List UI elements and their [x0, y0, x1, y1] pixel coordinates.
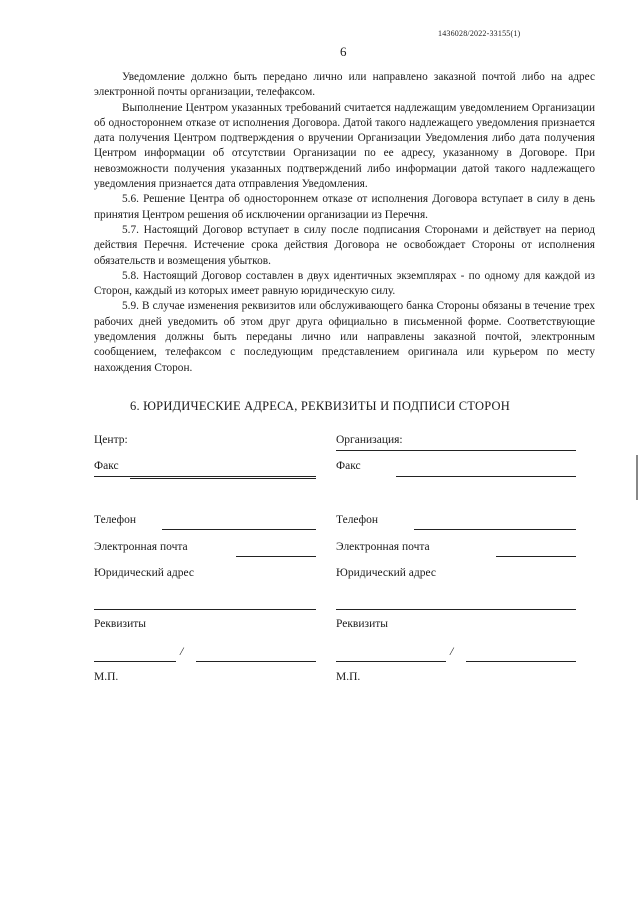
center-address-label: Юридический адрес — [94, 567, 194, 579]
center-requisites-label: Реквизиты — [94, 618, 146, 630]
organization-label: Организация: — [336, 434, 403, 446]
center-phone-line — [162, 529, 316, 530]
paragraph-5-8: 5.8. Настоящий Договор составлен в двух идентичных экземплярах - по одному для каждой из Сторон, каждый из которых имеет равную юридическую силу. — [94, 269, 595, 298]
organization-phone-line — [414, 529, 576, 530]
center-name-line — [94, 476, 316, 477]
organization-email-label: Электронная почта — [336, 541, 430, 553]
center-fax-label: Факс — [94, 460, 119, 472]
center-phone-label: Телефон — [94, 514, 137, 526]
scan-edge-mark — [636, 455, 638, 500]
paragraph-notice-delivery: Уведомление должно быть передано лично или направлено заказной почтой либо на адрес электронной почты организации, телефаксом. — [94, 71, 595, 99]
paragraph-5-6: 5.6. Решение Центра об одностороннем отказе от исполнения Договора вступает в силу в день принятия Центром решения об исключении организации из Перечня. — [94, 193, 595, 221]
center-email-line — [236, 556, 316, 557]
paragraph-5-7: 5.7. Настоящий Договор вступает в силу после подписания Сторонами и действует на период действия Перечня. Истечение срока действия Договора не освобождает Стороны от исполнения обязательств и возмещения убытков. — [94, 223, 595, 267]
organization-name-decode-line — [466, 661, 576, 662]
center-stamp-label: М.П. — [94, 671, 119, 683]
organization-requisites-label: Реквизиты — [336, 618, 388, 630]
center-email-label: Электронная почта — [94, 541, 188, 553]
center-address-line — [94, 609, 316, 610]
paragraph-notice-date: Выполнение Центром указанных требований считается надлежащим уведомлением Организации об одностороннем отказе от исполнения Договора. Датой такого надлежащего уведомления признается дата получения Центром подтверждения о вручении Организации Уведомления либо дата получения Центром информации об отсутствии Организации по ее адресу, указанному в Договоре. При невозможности получения указанных подтверждений либо информации датой такого надлежащего уведомления признается дата отправления Уведомления. — [94, 101, 595, 191]
center-signature-line — [94, 661, 176, 662]
organization-signature-line — [336, 661, 446, 662]
organization-address-label: Юридический адрес — [336, 567, 436, 579]
section-title: 6. ЮРИДИЧЕСКИЕ АДРЕСА, РЕКВИЗИТЫ И ПОДПИСИ СТОРОН — [130, 399, 510, 413]
organization-fax-line — [396, 476, 576, 477]
paragraph-5-9: 5.9. В случае изменения реквизитов или обслуживающего банка Стороны обязаны в течение трех рабочих дней уведомить об этом друг друга официально в письменной форме. Соответствующие уведомления должны быть переданы лично или направлены заказной почтой, электронным сообщением, телефаксом с последующим представлением оригинала или курьером по месту нахождения Сторон. — [94, 300, 595, 374]
contract-body — [94, 70, 595, 376]
center-name-decode-line — [196, 661, 316, 662]
center-signature-slash: / — [180, 644, 184, 658]
center-label: Центр: — [94, 434, 128, 446]
organization-name-line — [336, 450, 576, 451]
organization-email-line — [496, 556, 576, 557]
center-fax-line — [130, 478, 316, 479]
organization-address-line — [336, 609, 576, 610]
organization-phone-label: Телефон — [336, 514, 379, 526]
organization-fax-label: Факс — [336, 460, 361, 472]
page-number: 6 — [340, 44, 347, 59]
organization-stamp-label: М.П. — [336, 671, 361, 683]
document-id: 1436028/2022-33155(1) — [438, 29, 521, 38]
organization-signature-slash: / — [450, 644, 454, 658]
